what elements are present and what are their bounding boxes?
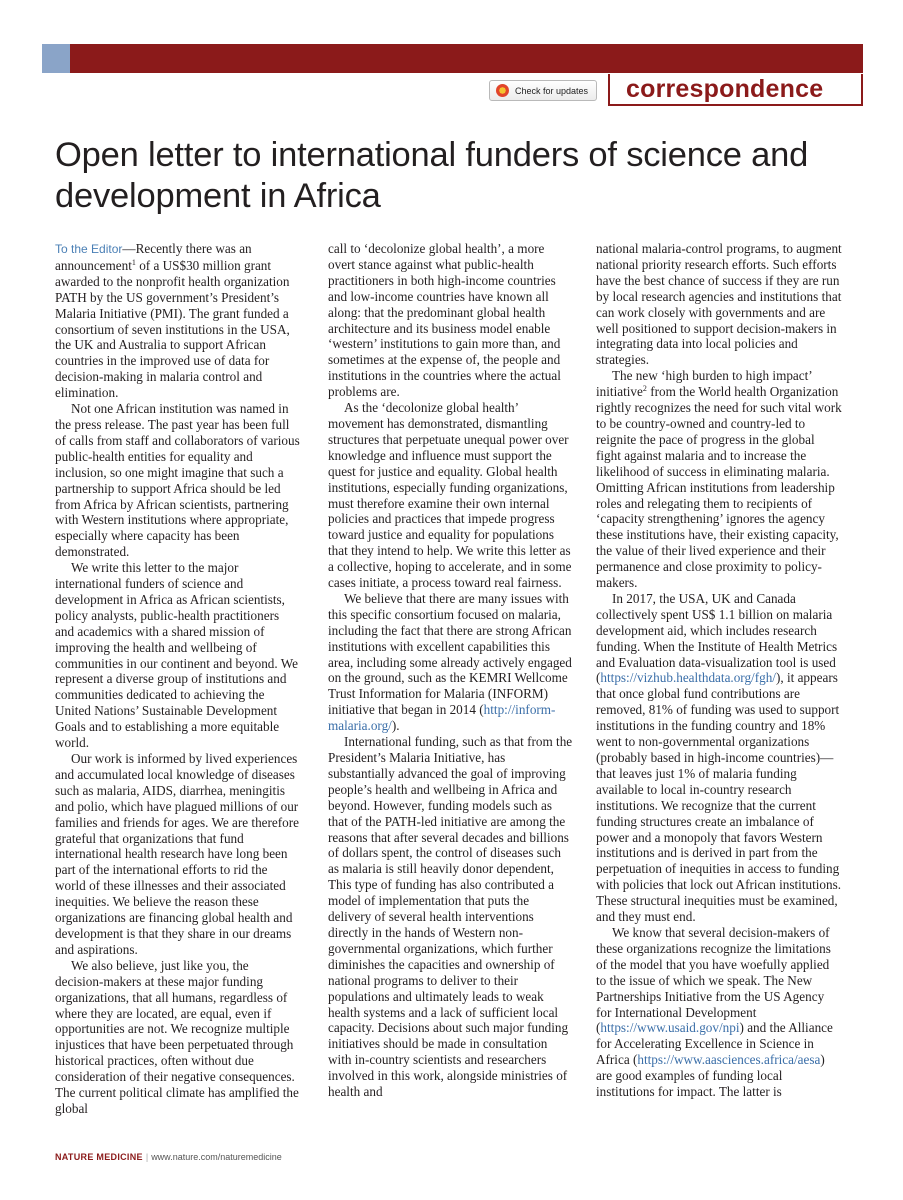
page-footer — [55, 1152, 282, 1162]
check-updates-label: Check for updates — [515, 85, 589, 96]
paragraph: We write this letter to the major international funders of science and development in Africa as African scientists, policy analysts, public-health practitioners and academics with a shared mission of improving the health and wellbeing of communities in our continent and beyond. We represent a diverse group of institutions and communities dedicated to achieving the United Nations’ Sustainable Development Goals and to establishing a more equitable world. — [55, 560, 298, 751]
paragraph: Not one African institution was named in the press release. The past year has been full of calls from staff and collaborators of various public-health entities for equality and inclusion, so one might imagine that such a partnership to support Africa should be led from Africa by African scientists, partnering with Western institutions where appropriate, especially where capacity has been demonstrated. — [55, 401, 300, 560]
paragraph: national malaria-control programs, to augment national priority research efforts. Such efforts have the best chance of success if they are run by local research agencies and institutions that can work closely with governments and are well positioned to support decision-makers in integrating data into local policies and strategies. — [596, 241, 842, 368]
column-1 — [55, 241, 300, 1117]
reference-1[interactable]: 1 — [131, 257, 136, 267]
paragraph: We also believe, just like you, the decision-makers at these major funding organizations, that all humans, regardless of where they are located, are equal, even if opportunities are not. We recognize multiple injustices that have been perpetuated through historical practices, often without due consideration of their negative consequences. The current political climate has amplified the global — [55, 957, 299, 1116]
check-updates-button[interactable] — [489, 80, 597, 101]
vizhub-link[interactable]: https://vizhub.healthdata.org/fgh/ — [600, 670, 776, 686]
header-accent-block — [42, 44, 70, 73]
article-title: Open letter to international funders of science and development in Africa — [55, 136, 809, 215]
paragraph: Our work is informed by lived experiences and accumulated local knowledge of diseases such as malaria, AIDS, diarrhea, meningitis and polio, which have plagued millions of our families and friends for ages. We are therefore grateful that organizations that fund international health research have long been part of the international efforts to rid the world of these illnesses and their associated inequities. We believe the reason these organizations are financing global health and development is that they share in our dreams and aspirations. — [55, 751, 300, 957]
lead-in: To the Editor — [55, 242, 123, 256]
reference-2[interactable]: 2 — [642, 384, 647, 394]
paragraph: The new ‘high burden to high impact’ initiative$^2$ from the World health Organization rightly recognizes the need for such vital work to be country-owned and country-led to reignite the pace of progress in the global fight against malaria and to increase the likelihood of success in eliminating malaria. Omitting African institutions from leadership roles and relegating them to recipients of ‘capacity strengthening’ ignores the agency these institutions have, their existing capacity, the value of their lived experience and their permanence and close proximity to policy-makers. — [596, 368, 842, 591]
section-label: correspondence — [608, 74, 863, 106]
column-3 — [596, 241, 842, 1100]
paragraph: We believe that there are many issues with this specific consortium focused on malaria, including the fact that there are strong African institutions with excellent capabilities this area, including some already actively engaged on the ground, such as the KEMRI Wellcome Trust Information for Malaria (INFORM) initiative that began in 2014 (http://inform-malaria.org/). — [328, 590, 572, 734]
inform-link[interactable]: http://inform-malaria.org/ — [328, 702, 556, 734]
paragraph: International funding, such as that from the President’s Malaria Initiative, has substantially advanced the goal of improving people’s health and wellbeing in Africa and beyond. However, funding models such as that of the PATH-led initiative are among the reasons that after several decades and billions of dollars spent, the control of diseases such as malaria is still heavily donor dependent, This type of funding has also contributed a model of implementation that puts the delivery of several health interventions directly in the hands of Western non-governmental organizations, which further diminishes the capacities and ownership of national programs to deliver to their populations and ultimately leads to weak health systems and a lack of sufficient local capacity. Decisions about such major funding initiatives should be made in consultation with in-country scientists and researchers involved in this work, alongside ministries of health and — [328, 734, 573, 1100]
aasciences-link[interactable]: https://www.aasciences.africa/aesa — [637, 1052, 821, 1068]
journal-name: NATURE MEDICINE — [55, 1152, 143, 1162]
paragraph: In 2017, the USA, UK and Canada collectively spent US$ 1.1 billion on malaria development aid, which includes research funding. When the Institute of Health Metrics and Evaluation data-visualization tool is used (https://vizhub.healthdata.org/fgh/), it appears that once global fund contributions are removed, 81% of funding was used to support institutions in the funding country and 18% went to non-governmental organizations (probably based in high-income countries)—that leaves just 1% of malaria funding available to local in-country research institutions. We recognize that the current funding structures create an imbalance of power and a monopoly that favors Western institutions and is derived in part from the perpetuation of inequities in access to funding with policies that lock out African institutions. These structural inequities must be examined, and they must end. — [596, 590, 842, 925]
footer-separator: | — [145, 1152, 149, 1162]
check-updates-icon — [496, 84, 509, 97]
paragraph: As the ‘decolonize global health’ movement has demonstrated, dismantling structures that perpetuate unequal power over knowledge and influence must support the quest for justice and equality. Global health institutions, especially funding organizations, must therefore examine their own internal policies and practices that impede progress toward justice and equality for populations that they intend to help. We write this letter as a collective, hoping to accelerate, and in some cases initiate, a process toward real fairness. — [328, 400, 572, 591]
paragraph: call to ‘decolonize global health’, a more overt stance against what public-health practitioners in both high-income countries and low-income countries have known all along: that the predominant global health architecture and its business model enable ‘western’ institutions to gain more than, and sometimes at the expense of, the people and institutions in the countries where the actual problems are. — [328, 241, 561, 400]
usaid-link[interactable]: https://www.usaid.gov/npi — [600, 1020, 740, 1036]
journal-url[interactable]: www.nature.com/naturemedicine — [151, 1152, 282, 1162]
header-bar — [70, 44, 863, 73]
paragraph: We know that several decision-makers of these organizations recognize the limitations of the model that you have woefully applied to the issue of which we speak. The New Partnerships Initiative from the US Agency for International Development (https://www.usaid.gov/npi) and the Alliance for Accelerating Excellence in Science in Africa (https://www.aasciences.africa/aesa) are good examples of funding local institutions for impact. The latter is — [596, 924, 833, 1100]
column-2 — [328, 241, 573, 1100]
paragraph: To the Editor—Recently there was an announcement$^1$ of a US$30 million grant awarded to the nonprofit health organization PATH by the US government’s President’s Malaria Initiative (PMI). The grant funded a consortium of seven institutions in the USA, the UK and Australia to support African countries in the improved use of data for decision-making in malaria control and elimination. — [55, 241, 290, 401]
article-body — [55, 241, 855, 1145]
